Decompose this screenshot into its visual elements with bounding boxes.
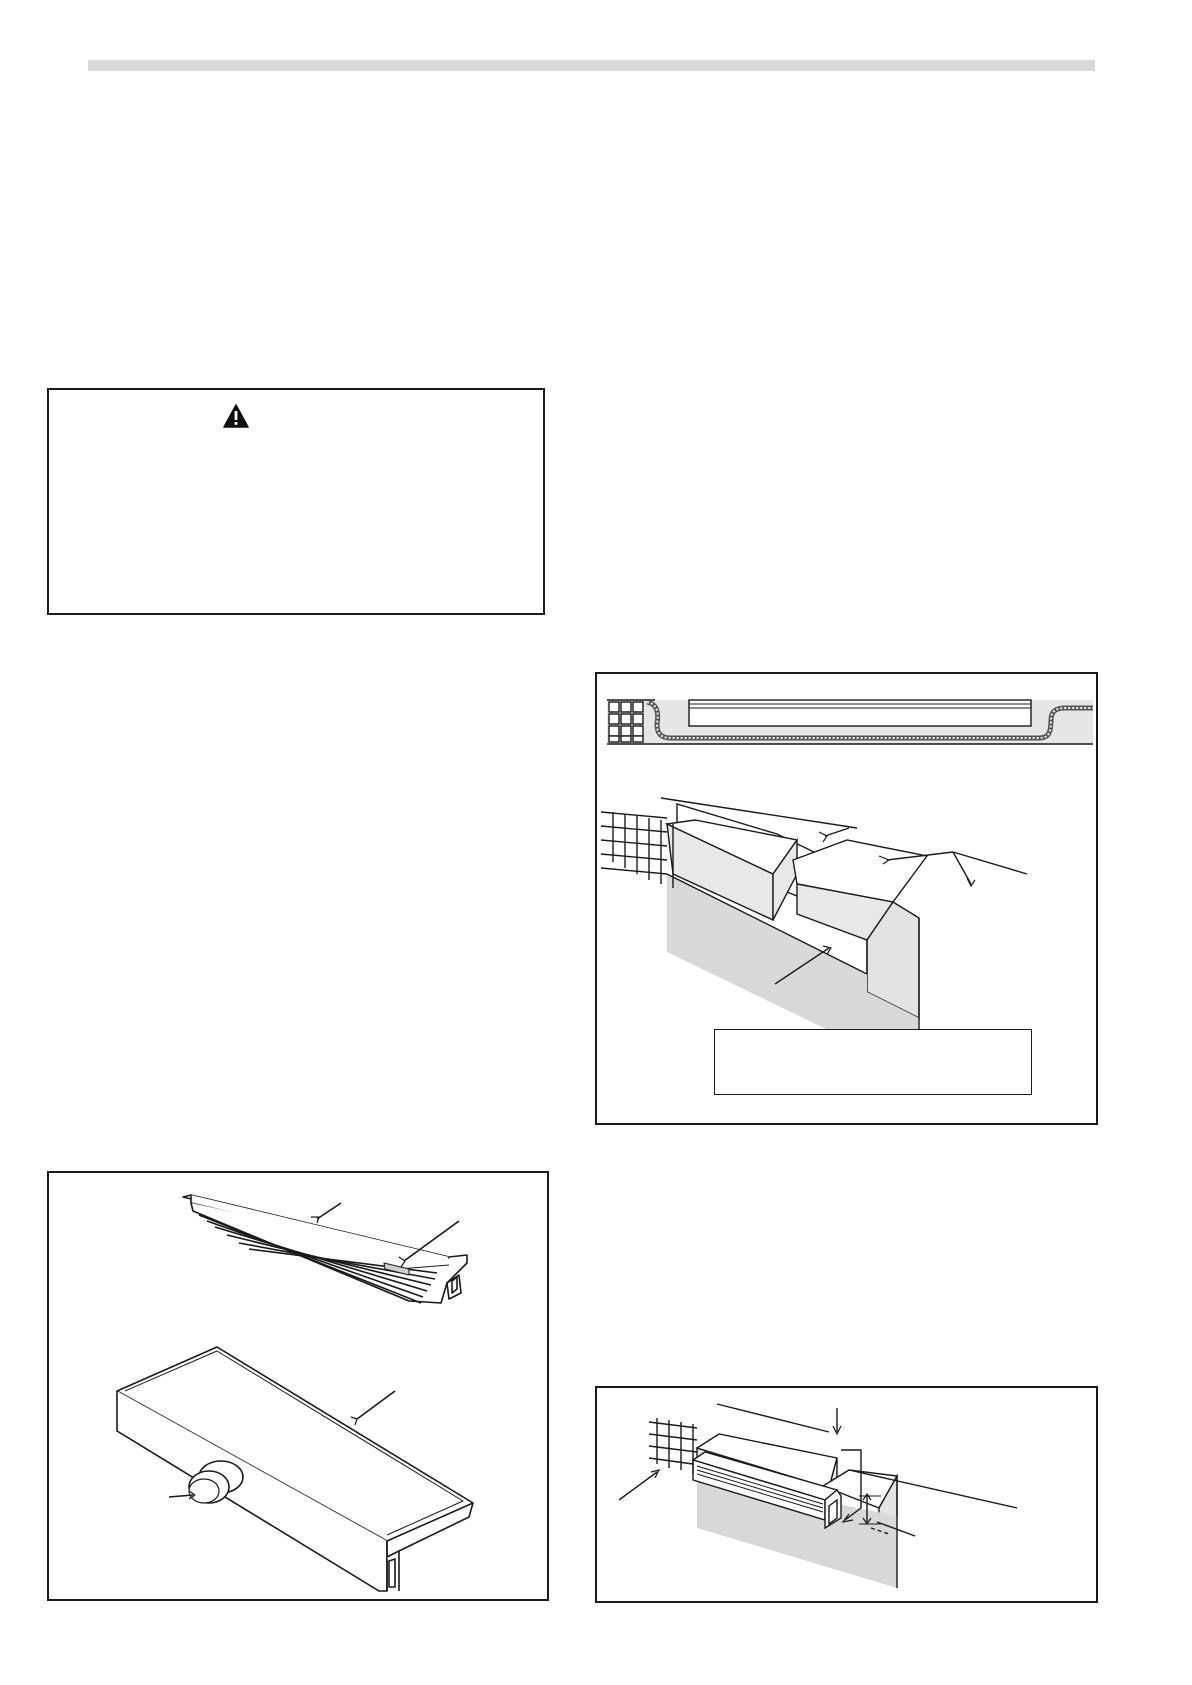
skimmer-installed-illustration [597,1388,1096,1601]
figure-deck-recess [595,672,1098,1125]
figure-skimmer-installed [595,1386,1098,1603]
warning-box [47,388,545,615]
header-rule [88,60,1095,71]
warning-triangle-icon [223,404,249,428]
figure-top-right-caption-box [714,1029,1032,1095]
skimmer-parts-illustration [49,1173,547,1599]
figure-skimmer-parts [47,1171,549,1601]
